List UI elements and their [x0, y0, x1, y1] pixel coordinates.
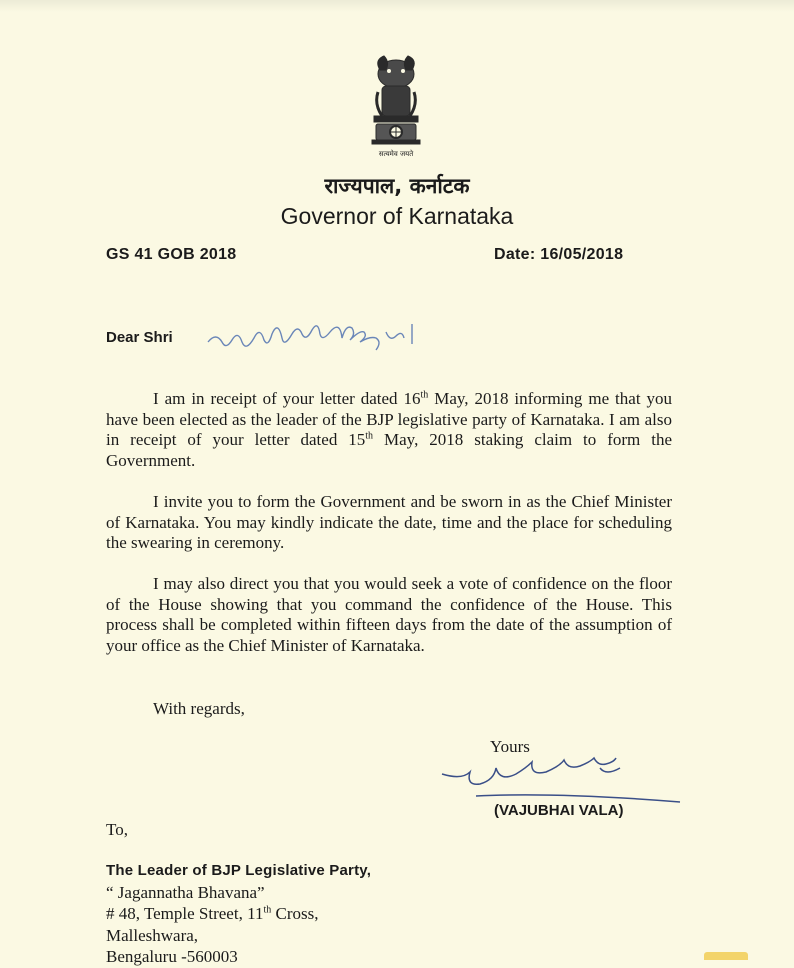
closing-yours: Yours	[490, 737, 530, 756]
paragraph-receipt: I am in receipt of your letter dated 16th May, 2018 informing me that you have been elected as the leader of the BJP legislative party of Karnataka. I am also in receipt of your letter dated 15th May, 2018 staking claim to form the Government.	[106, 389, 672, 470]
paragraph-vote-of-confidence: I may also direct you that you would seek a vote of confidence on the floor of the House showing that you command the confidence of the House. This process shall be completed within fifteen days from the date of the assumption of your office as the Chief Minister of Karnataka.	[106, 574, 672, 655]
page-edge-shadow	[0, 0, 794, 12]
recipient-address	[106, 860, 371, 968]
recipient-line-1: The Leader of BJP Legislative Party,	[106, 862, 372, 879]
salutation: Dear Shri	[106, 329, 173, 346]
closing-regards: With regards,	[153, 699, 245, 718]
recipient-line-3: # 48, Temple Street, 11th Cross,	[106, 904, 319, 923]
to-label: To,	[106, 820, 128, 839]
recipient-line-5: Bengaluru -560003	[106, 947, 238, 966]
letter-date: Date: 16/05/2018	[494, 246, 624, 263]
handwritten-addressee-name	[204, 322, 476, 360]
state-emblem-icon	[356, 52, 436, 162]
recipient-line-4: Malleshwara,	[106, 925, 199, 945]
paragraph-invitation: I invite you to form the Government and be sworn in as the Chief Minister of Karnataka. You may kindly indicate the date, time and the place for scheduling the swearing in ceremony.	[106, 492, 672, 553]
page-corner-tab	[704, 952, 748, 960]
letterhead-title-hindi: राज्यपाल, कर्नाटक	[324, 174, 470, 198]
letterhead-title-english: Governor of Karnataka	[280, 203, 514, 229]
governor-signature	[436, 756, 686, 808]
reference-number: GS 41 GOB 2018	[106, 246, 237, 263]
signatory-name: (VAJUBHAI VALA)	[494, 802, 624, 819]
emblem-motto: सत्यमेव जयते	[378, 150, 414, 158]
recipient-line-2: “ Jagannatha Bhavana”	[106, 882, 265, 902]
